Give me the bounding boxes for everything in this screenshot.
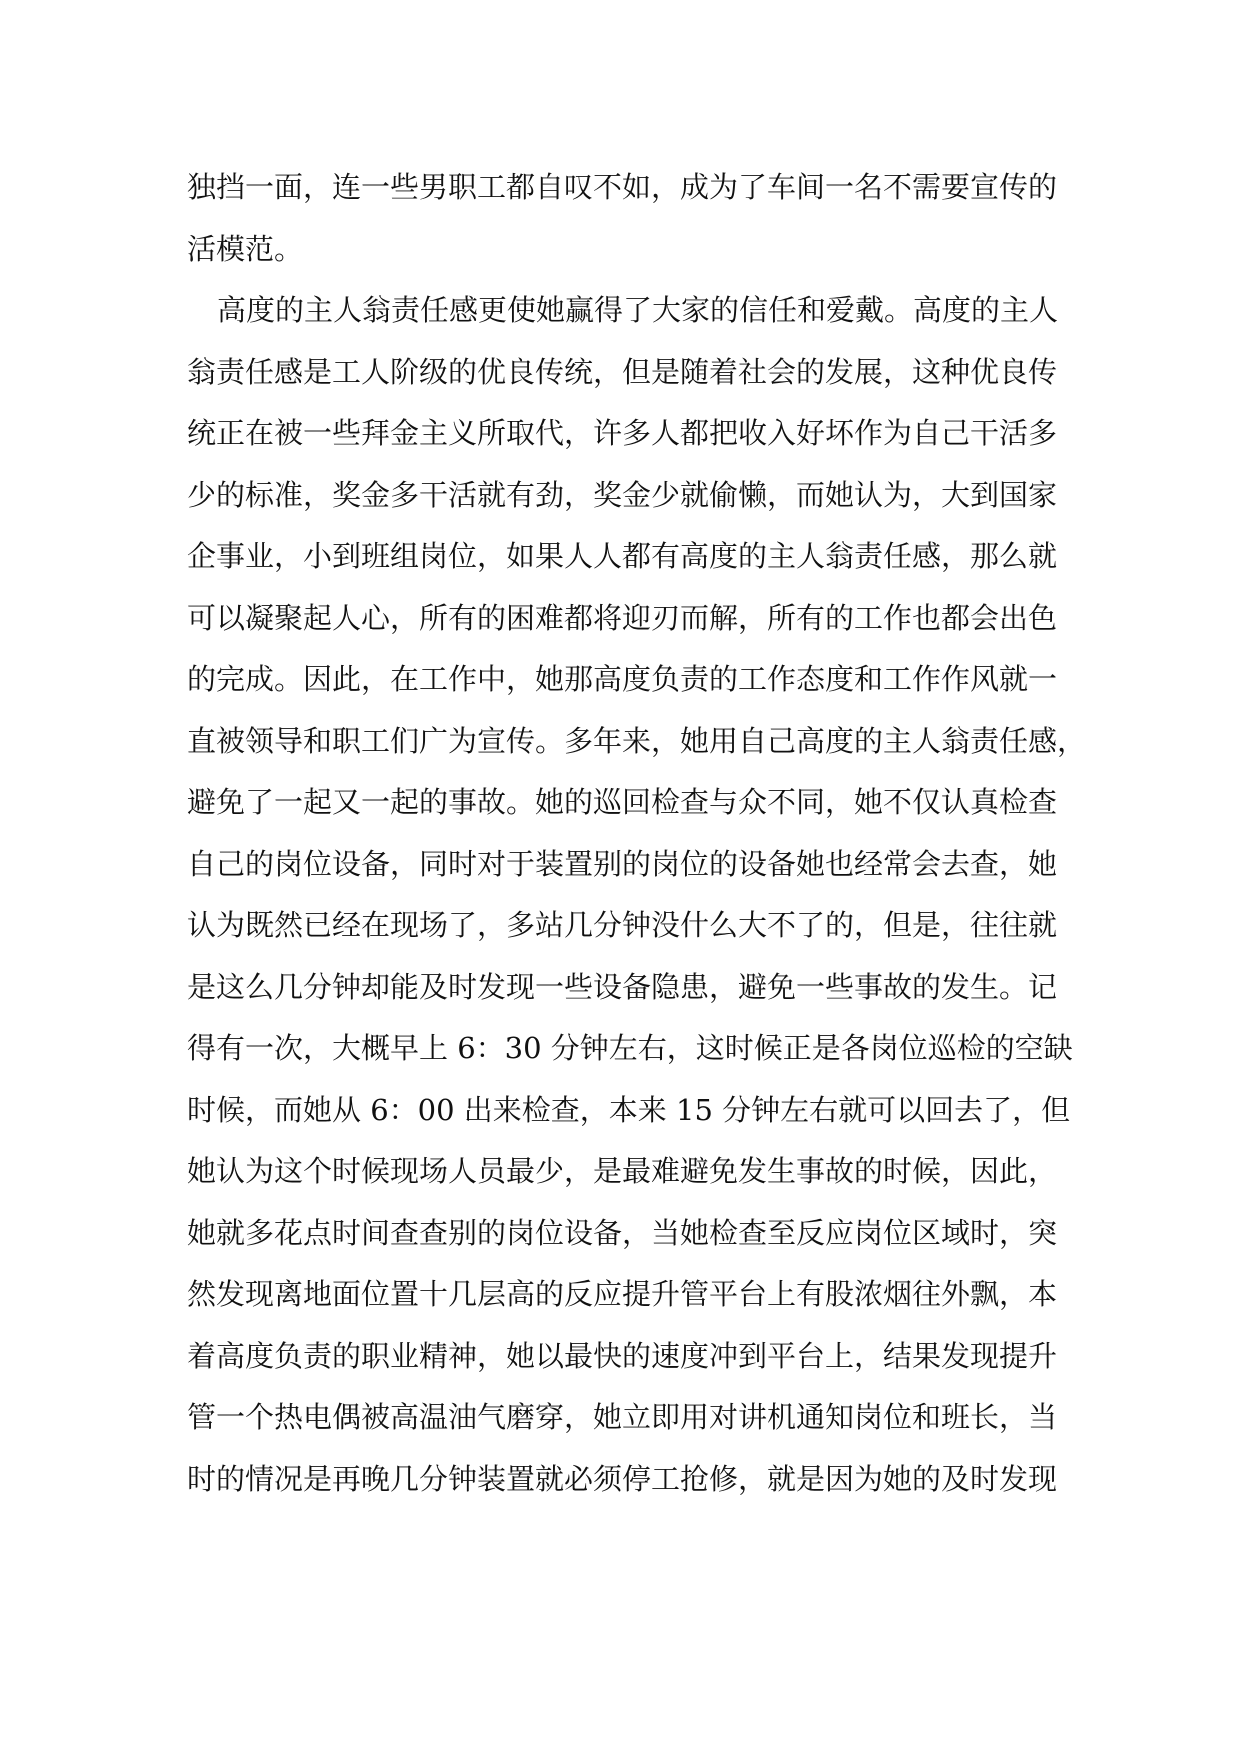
text-line: 直被领导和职工们广为宣传。多年来，她用自己高度的主人翁责任感， bbox=[187, 723, 1087, 758]
text-line: 认为既然已经在现场了，多站几分钟没什么大不了的，但是，往往就 bbox=[187, 908, 1058, 942]
body-text bbox=[187, 157, 1087, 1510]
text-line: 企事业，小到班组岗位，如果人人都有高度的主人翁责任感，那么就 bbox=[187, 539, 1058, 573]
text-line: 她就多花点时间查查别的岗位设备，当她检查至反应岗位区域时，突 bbox=[187, 1215, 1058, 1250]
text-line: 少的标准，奖金多干活就有劲，奖金少就偷懒，而她认为，大到国家 bbox=[187, 477, 1058, 512]
text-line: 是这么几分钟却能及时发现一些设备隐患，避免一些事故的发生。记 bbox=[187, 969, 1058, 1004]
text-line: 时的情况是再晚几分钟装置就必须停工抢修，就是因为她的及时发现 bbox=[187, 1461, 1058, 1496]
paragraph-first-line: 高度的主人翁责任感更使她赢得了大家的信任和爱戴。高度的主人 bbox=[217, 293, 1059, 327]
text-line: 可以凝聚起人心，所有的困难都将迎刃而解，所有的工作也都会出色 bbox=[187, 600, 1058, 635]
text-line: 活模范。 bbox=[187, 231, 304, 266]
text-line: 独挡一面，连一些男职工都自叹不如，成为了车间一名不需要宣传的 bbox=[187, 170, 1058, 204]
text-line: 然发现离地面位置十几层高的反应提升管平台上有股浓烟往外飘，本 bbox=[187, 1277, 1058, 1311]
text-line: 着高度负责的职业精神，她以最快的速度冲到平台上，结果发现提升 bbox=[187, 1338, 1058, 1373]
text-line: 翁责任感是工人阶级的优良传统，但是随着社会的发展，这种优良传 bbox=[187, 354, 1058, 389]
text-line: 管一个热电偶被高温油气磨穿，她立即用对讲机通知岗位和班长，当 bbox=[187, 1400, 1058, 1434]
text-line: 避免了一起又一起的事故。她的巡回检查与众不同，她不仅认真检查 bbox=[187, 785, 1058, 819]
text-line: 她认为这个时候现场人员最少，是最难避免发生事故的时候，因此， bbox=[187, 1154, 1058, 1188]
text-line: 时候，而她从 6：00 出来检查，本来 15 分钟左右就可以回去了，但 bbox=[187, 1092, 1071, 1127]
text-line: 得有一次，大概早上 6：30 分钟左右，这时候正是各岗位巡检的空缺 bbox=[187, 1031, 1073, 1065]
text-line: 统正在被一些拜金主义所取代，许多人都把收入好坏作为自己干活多 bbox=[187, 416, 1058, 450]
text-line: 自己的岗位设备，同时对于装置别的岗位的设备她也经常会去查，她 bbox=[187, 846, 1058, 881]
text-line: 的完成。因此，在工作中，她那高度负责的工作态度和工作作风就一 bbox=[187, 662, 1058, 696]
